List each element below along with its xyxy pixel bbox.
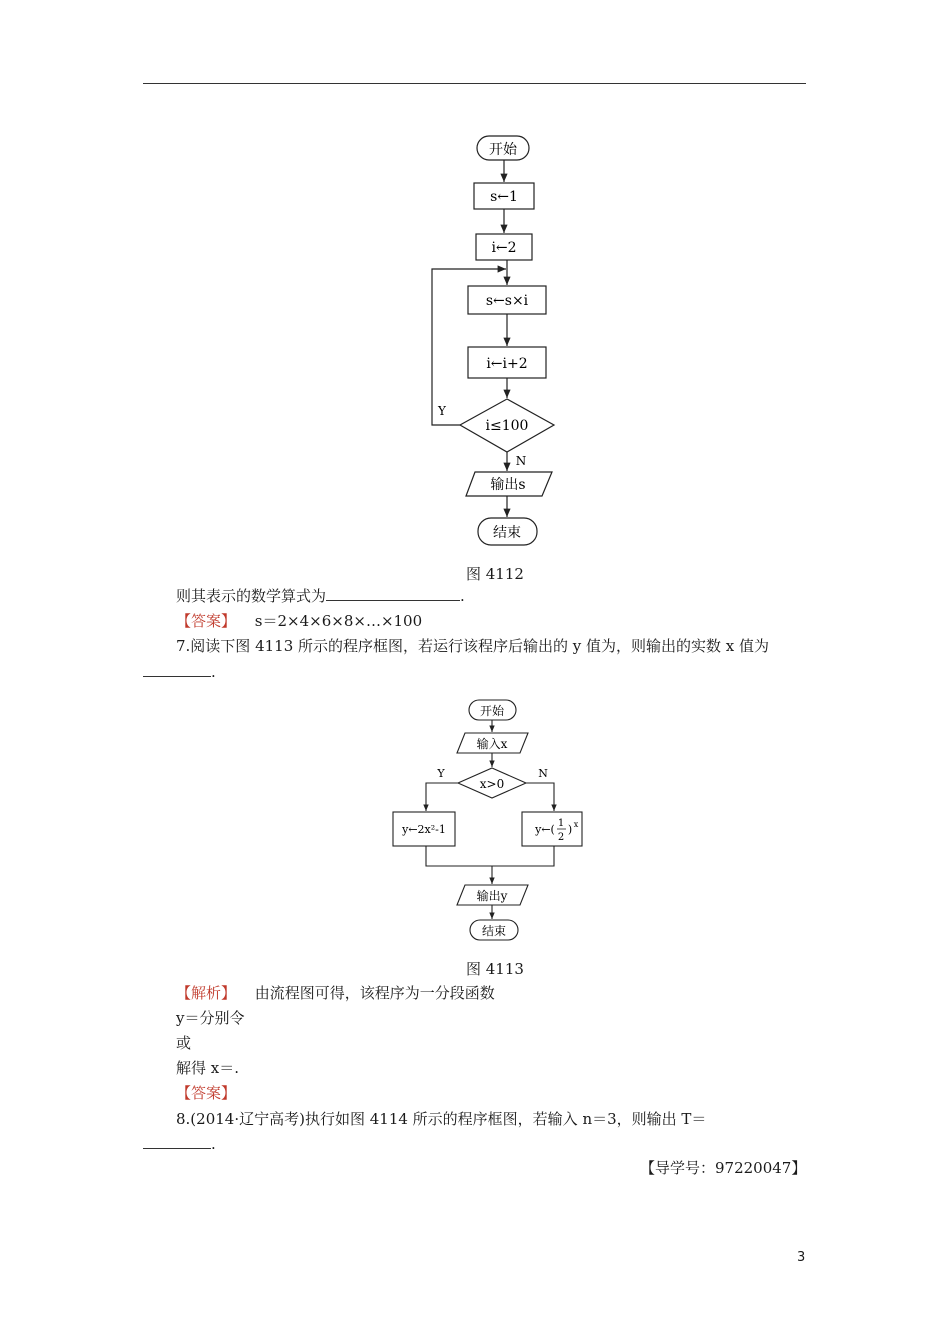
analysis-line4: 解得 x＝. bbox=[176, 1059, 239, 1077]
answer-tag: 【答案】 bbox=[176, 612, 237, 630]
analysis-line3: 或 bbox=[176, 1034, 192, 1052]
page-number: 3 bbox=[797, 1250, 806, 1265]
q6-answer: s＝2×4×6×8×…×100 bbox=[254, 612, 423, 630]
left-assign-label: y←2x²-1 bbox=[402, 823, 446, 836]
no-label: N bbox=[515, 454, 527, 468]
q8-tail: . bbox=[211, 1135, 216, 1153]
fraction-numerator: 1 bbox=[557, 818, 565, 829]
analysis-tag: 【解析】 bbox=[176, 984, 237, 1002]
answer-blank bbox=[143, 1134, 211, 1149]
figure-caption-4113: 图 4113 bbox=[466, 960, 524, 978]
q6-answer-line bbox=[176, 611, 422, 631]
flowchart-4113 bbox=[385, 695, 595, 950]
q7-line2 bbox=[143, 662, 216, 682]
end-label: 结束 bbox=[493, 525, 521, 541]
analysis-line2: y＝分别令 bbox=[176, 1009, 245, 1027]
end-label: 结束 bbox=[481, 924, 507, 938]
fraction-denominator: 2 bbox=[557, 832, 565, 843]
q6-prompt-line bbox=[176, 586, 465, 606]
right-assign-prefix: y←( bbox=[535, 823, 555, 836]
i-update-label: i←i+2 bbox=[486, 356, 528, 372]
guide-number: 【导学号：97220047】 bbox=[640, 1159, 807, 1177]
q8-line1: 8.(2014·辽宁高考)执行如图 4114 所示的程序框图，若输入 n＝3，则输出 T＝ bbox=[176, 1110, 707, 1128]
answer-blank bbox=[143, 662, 211, 677]
analysis-text: 由流程图可得，该程序为一分段函数 bbox=[254, 984, 495, 1002]
right-assign-suffix: ) bbox=[567, 823, 573, 836]
exponent-label: x bbox=[573, 820, 579, 829]
q6-prompt: 则其表示的数学算式为 bbox=[176, 587, 327, 605]
q7-line1: 7.阅读下图 4113 所示的程序框图，若运行该程序后输出的 y 值为，则输出的实数 x 值为 bbox=[176, 637, 770, 655]
answer-tag: 【答案】 bbox=[176, 1084, 237, 1102]
yes-label: Y bbox=[438, 404, 446, 418]
i-init-label: i←2 bbox=[491, 240, 517, 256]
answer-blank bbox=[326, 586, 460, 601]
q7-tail: . bbox=[211, 663, 216, 681]
start-label: 开始 bbox=[479, 704, 505, 718]
no-label: N bbox=[538, 767, 548, 780]
q6-tail: . bbox=[460, 587, 465, 605]
s-init-label: s←1 bbox=[490, 189, 518, 205]
figure-caption-4112: 图 4112 bbox=[466, 565, 524, 583]
output-label: 输出y bbox=[476, 889, 508, 903]
yes-label: Y bbox=[437, 767, 445, 780]
header-rule bbox=[143, 83, 806, 84]
flowchart-4112 bbox=[420, 130, 580, 550]
s-update-label: s←s×i bbox=[485, 293, 529, 309]
input-label: 输入x bbox=[476, 737, 508, 751]
start-label: 开始 bbox=[489, 142, 517, 158]
q8-line2 bbox=[143, 1134, 216, 1154]
analysis-line1 bbox=[176, 983, 495, 1003]
output-label: 输出s bbox=[490, 477, 526, 493]
decision-label: x>0 bbox=[479, 777, 505, 791]
decision-label: i≤100 bbox=[485, 418, 529, 434]
